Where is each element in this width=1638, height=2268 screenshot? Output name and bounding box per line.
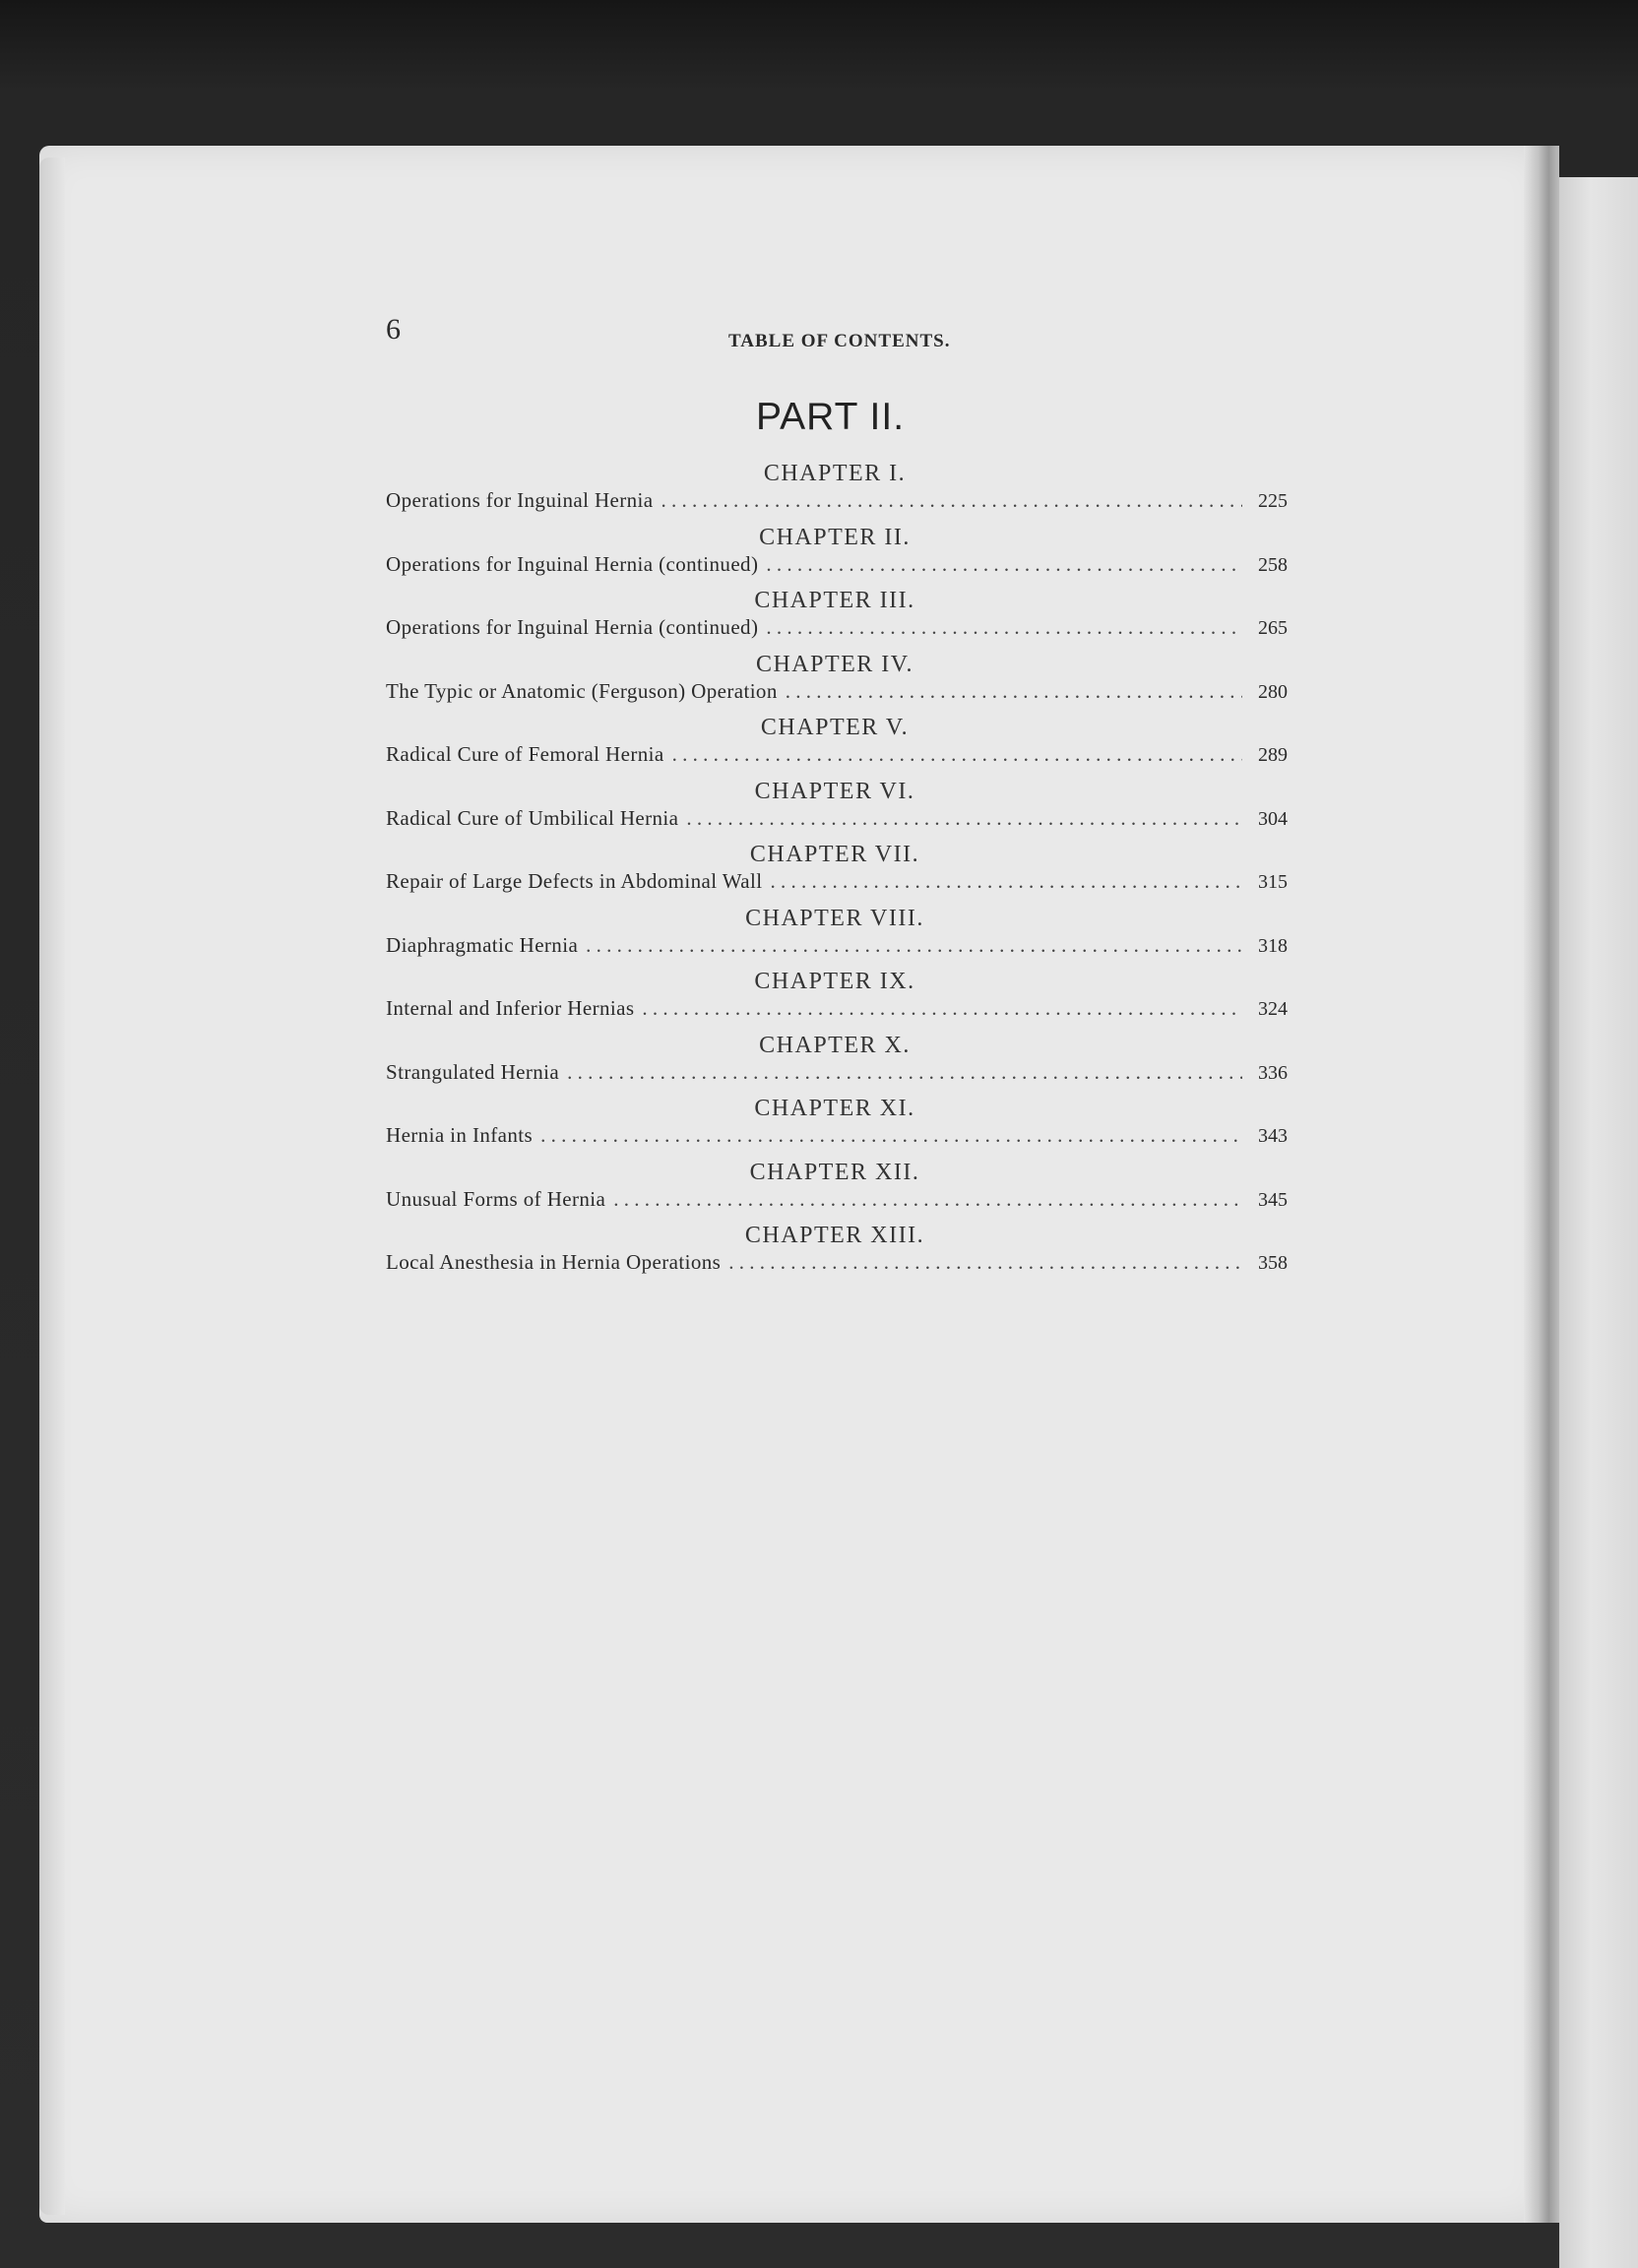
toc-entry — [382, 652, 1288, 716]
facing-page-edge — [1559, 177, 1638, 2268]
chapter-page: 315 — [1258, 871, 1288, 893]
dot-leader — [672, 742, 1242, 767]
toc-line — [386, 488, 1288, 513]
toc-entry — [382, 779, 1288, 843]
chapter-label: CHAPTER II. — [759, 524, 911, 550]
toc-line — [386, 806, 1288, 831]
running-head: TABLE OF CONTENTS. — [728, 331, 951, 351]
chapter-label: CHAPTER VII. — [749, 842, 920, 867]
toc-line — [386, 1187, 1288, 1212]
chapter-label: CHAPTER IX. — [754, 969, 915, 994]
chapter-label: CHAPTER I. — [763, 461, 907, 486]
chapter-title: Hernia in Infants — [386, 1123, 534, 1147]
toc-line — [386, 679, 1288, 704]
chapter-label: CHAPTER VIII. — [745, 905, 924, 931]
chapter-page: 343 — [1258, 1125, 1288, 1147]
chapter-label: CHAPTER VI. — [754, 778, 915, 804]
toc-entry — [382, 1033, 1288, 1097]
chapter-label: CHAPTER X. — [759, 1032, 911, 1058]
toc-entry — [382, 842, 1288, 906]
toc-entry — [382, 715, 1288, 779]
toc-line — [386, 996, 1288, 1021]
toc-line — [386, 1123, 1288, 1148]
chapter-label: CHAPTER XII. — [749, 1159, 920, 1185]
chapter-page: 336 — [1258, 1061, 1288, 1084]
toc-line — [386, 615, 1288, 640]
toc-entry — [382, 1223, 1288, 1287]
dot-leader — [728, 1250, 1242, 1275]
toc-line — [386, 933, 1288, 958]
chapter-title: Operations for Inguinal Hernia — [386, 488, 654, 512]
chapter-page: 318 — [1258, 934, 1288, 957]
chapter-title: Repair of Large Defects in Abdominal Wall — [386, 869, 763, 893]
chapter-page: 358 — [1258, 1252, 1288, 1274]
dot-leader — [766, 615, 1242, 640]
part-title: PART II. — [756, 396, 906, 438]
dot-leader — [686, 806, 1242, 831]
chapter-title: Operations for Inguinal Hernia (continued) — [386, 551, 759, 576]
chapter-title: Internal and Inferior Hernias — [386, 996, 635, 1020]
toc-list — [382, 461, 1288, 1287]
toc-line — [386, 869, 1288, 894]
toc-entry — [382, 1160, 1288, 1224]
chapter-page: 345 — [1258, 1188, 1288, 1211]
toc-line — [386, 552, 1288, 577]
chapter-title: Operations for Inguinal Hernia (continued) — [386, 615, 759, 639]
dot-leader — [567, 1060, 1242, 1085]
dot-leader — [642, 996, 1242, 1021]
dot-leader — [586, 933, 1242, 958]
chapter-label: CHAPTER V. — [760, 715, 910, 740]
chapter-page: 258 — [1258, 553, 1288, 576]
toc-entry — [382, 906, 1288, 970]
chapter-label: CHAPTER III. — [754, 588, 915, 613]
chapter-page: 280 — [1258, 680, 1288, 703]
dot-leader — [540, 1123, 1242, 1148]
book-gutter — [1524, 146, 1559, 2223]
page-number: 6 — [386, 313, 401, 346]
toc-entry — [382, 461, 1288, 525]
chapter-page: 225 — [1258, 490, 1288, 512]
dot-leader — [662, 488, 1243, 513]
chapter-page: 304 — [1258, 807, 1288, 830]
toc-entry — [382, 969, 1288, 1033]
chapter-page: 324 — [1258, 998, 1288, 1020]
page-stack-edge — [39, 158, 65, 2215]
chapter-label: CHAPTER XI. — [754, 1096, 915, 1121]
chapter-label: CHAPTER IV. — [755, 651, 914, 677]
chapter-title: Radical Cure of Umbilical Hernia — [386, 805, 679, 830]
chapter-page: 289 — [1258, 744, 1288, 766]
dot-leader — [786, 679, 1242, 704]
dot-leader — [766, 552, 1242, 577]
chapter-title: Radical Cure of Femoral Hernia — [386, 742, 664, 766]
chapter-title: Strangulated Hernia — [386, 1059, 560, 1084]
toc-entry — [382, 588, 1288, 652]
toc-line — [386, 1060, 1288, 1085]
dot-leader — [613, 1187, 1242, 1212]
toc-line — [386, 742, 1288, 767]
dot-leader — [771, 869, 1243, 894]
chapter-title: Diaphragmatic Hernia — [386, 932, 579, 957]
toc-entry — [382, 1096, 1288, 1160]
chapter-label: CHAPTER XIII. — [744, 1223, 925, 1248]
toc-line — [386, 1250, 1288, 1275]
toc-entry — [382, 525, 1288, 589]
chapter-page: 265 — [1258, 617, 1288, 639]
chapter-title: Local Anesthesia in Hernia Operations — [386, 1250, 722, 1274]
chapter-title: Unusual Forms of Hernia — [386, 1186, 606, 1211]
chapter-title: The Typic or Anatomic (Ferguson) Operation — [386, 678, 778, 703]
